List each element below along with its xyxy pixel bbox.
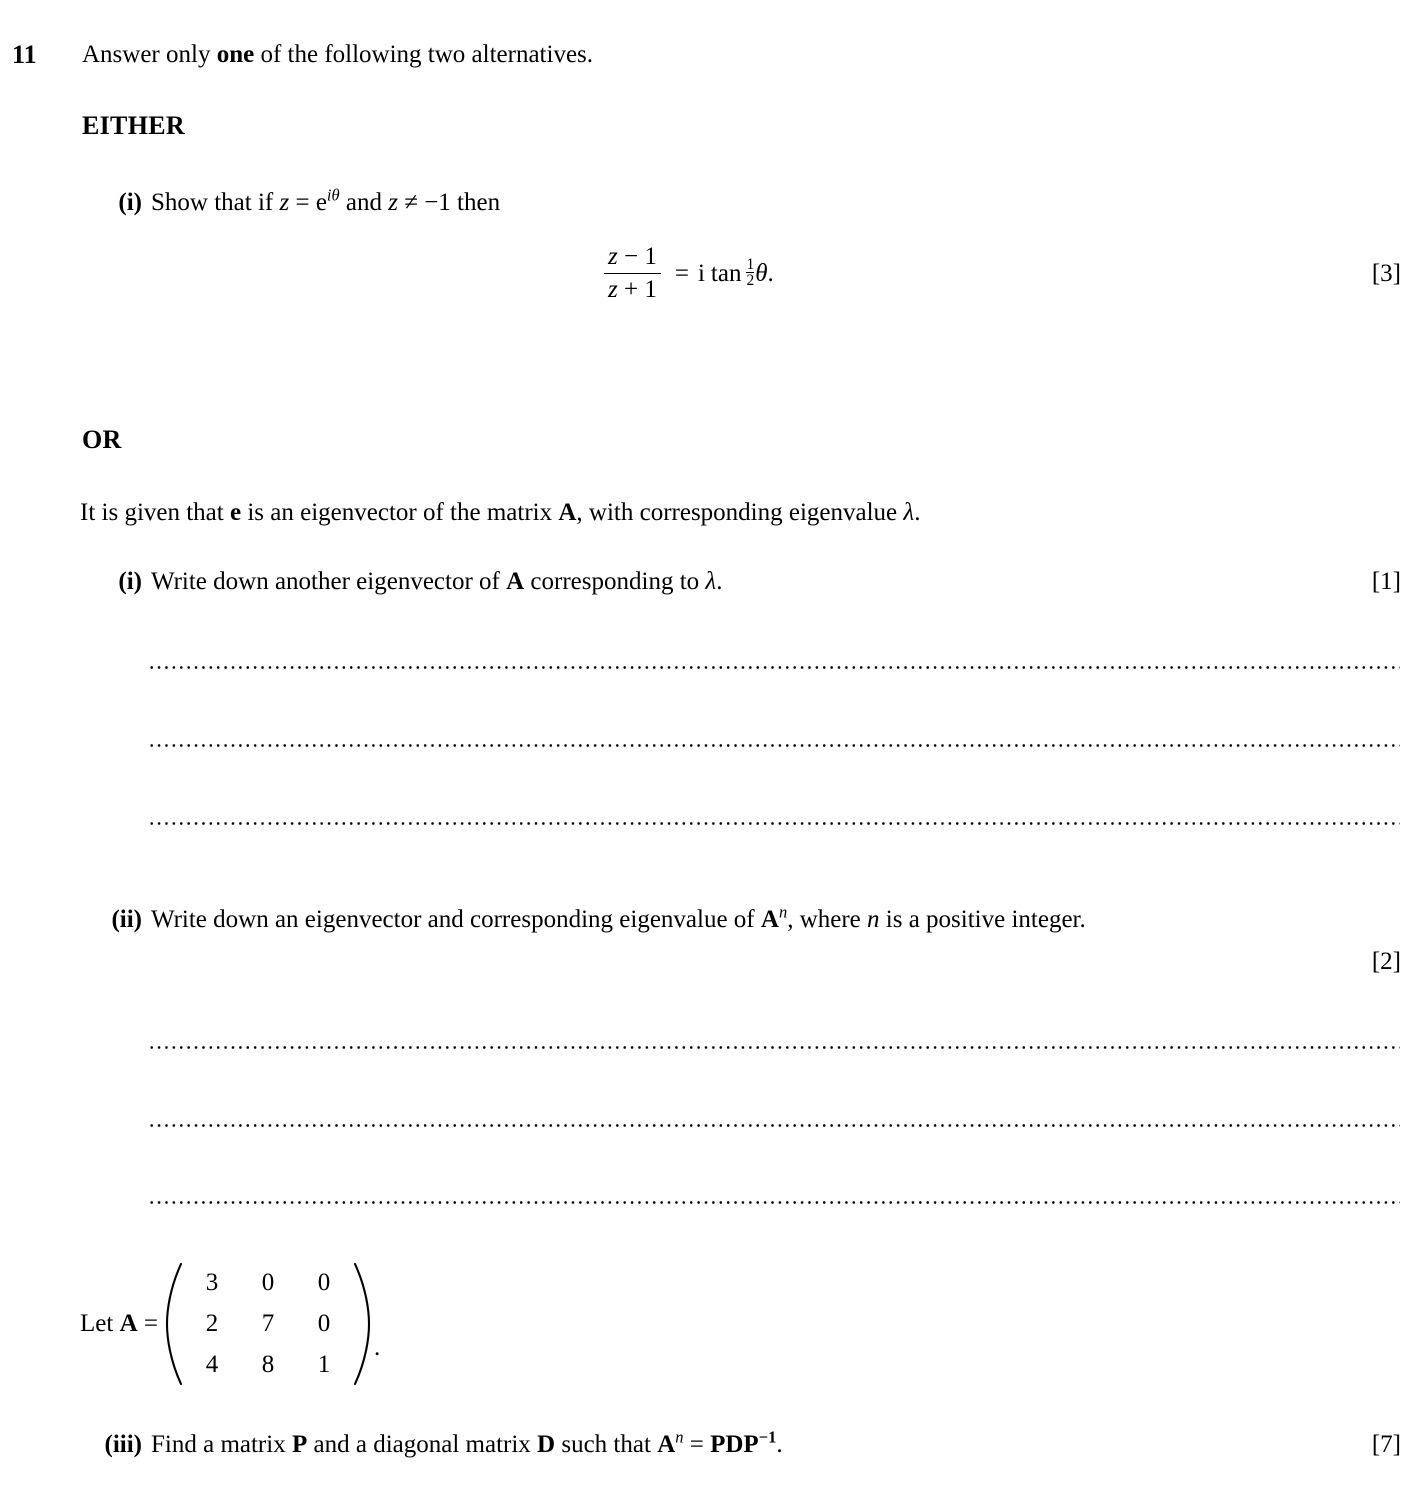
answer-line[interactable] — [148, 743, 1400, 748]
numerator-variable: z — [608, 243, 618, 270]
part-iii-end: . — [776, 1431, 783, 1458]
answer-line[interactable] — [148, 1123, 1400, 1128]
matrix-cell: 0 — [317, 1269, 331, 1296]
marks-or-part-i: [1] — [1371, 568, 1401, 595]
matrix-cell: 3 — [205, 1269, 219, 1296]
either-heading: EITHER — [82, 111, 185, 140]
instruction-emphasis: one — [216, 41, 255, 68]
denominator-term: + 1 — [617, 276, 657, 303]
fraction-denominator — [604, 274, 661, 304]
left-parenthesis — [164, 1262, 184, 1386]
matrix-A-label: A — [119, 1310, 138, 1337]
matrix-D: D — [537, 1431, 556, 1458]
not-equal-clause: ≠ −1 then — [397, 189, 501, 216]
fraction-numerator — [604, 243, 661, 273]
lambda-ref: λ — [705, 568, 717, 595]
part-iii-equals: = — [683, 1431, 711, 1458]
or-part-i-text — [151, 568, 722, 596]
part-ii-pre: Write down an eigenvector and corresponding eigenvalue of — [151, 906, 761, 933]
statement-mid: is an eigenvector of the matrix — [241, 499, 559, 526]
euler-base: e — [315, 189, 327, 216]
matrix-values-grid — [184, 1263, 352, 1386]
matrix-A-power: A — [760, 906, 779, 933]
matrix-P: P — [291, 1431, 308, 1458]
equation-right-side — [674, 255, 774, 290]
or-part-ii-text — [151, 902, 1086, 934]
part-ii-mid: , where — [787, 906, 868, 933]
part-iii-mid1: and a diagonal matrix — [307, 1431, 538, 1458]
half-denominator: 2 — [746, 272, 755, 289]
statement-end: . — [914, 499, 921, 526]
part-ii-post: is a positive integer. — [879, 906, 1086, 933]
marks-or-part-iii: [7] — [1371, 1431, 1401, 1458]
variable-z-second: z — [388, 189, 398, 216]
part-iii-pre: Find a matrix — [151, 1431, 292, 1458]
instruction-text-post: of the following two alternatives. — [254, 41, 594, 68]
matrix-A: A — [558, 499, 577, 526]
matrix-A-ref: A — [506, 568, 525, 595]
matrix-definition — [80, 1262, 380, 1386]
variable-z: z — [279, 189, 290, 216]
matrix-cell: 0 — [261, 1269, 275, 1296]
answer-line[interactable] — [148, 665, 1400, 670]
matrix-period: . — [374, 1334, 381, 1361]
question-number: 11 — [12, 40, 37, 69]
matrix-pdp: PDP — [710, 1431, 759, 1458]
matrix-A-power-n: A — [657, 1431, 676, 1458]
part-i-text-pre: Show that if — [151, 189, 280, 216]
denominator-variable: z — [608, 276, 618, 303]
matrix-cell: 2 — [205, 1310, 219, 1337]
answer-line[interactable] — [148, 1200, 1400, 1205]
exponent-inverse: −1 — [758, 1427, 777, 1447]
statement-post: , with corresponding eigenvalue — [576, 499, 904, 526]
vector-e: e — [229, 499, 242, 526]
theta-symbol: θ — [755, 259, 768, 287]
one-half-fraction — [746, 257, 754, 289]
part-i-text-mid: and — [339, 189, 389, 216]
fraction-z-minus-one-over-z-plus-one — [604, 243, 661, 304]
half-numerator: 1 — [746, 255, 755, 273]
exponent-i-theta: iθ — [326, 185, 340, 205]
matrix-cell: 4 — [205, 1351, 219, 1378]
marks-either-part-i: [3] — [1371, 260, 1401, 287]
part-i-end: . — [716, 568, 723, 595]
answer-line[interactable] — [148, 1045, 1400, 1050]
part-i-pre: Write down another eigenvector of — [151, 568, 507, 595]
equation-period: . — [767, 259, 774, 287]
exponent-n: n — [778, 902, 788, 922]
instruction-text-pre: Answer only — [82, 41, 217, 68]
statement-pre: It is given that — [80, 499, 230, 526]
or-statement — [80, 499, 920, 527]
matrix-equals: = — [137, 1310, 158, 1337]
displayed-equation — [604, 243, 774, 304]
or-part-i-label: (i) — [118, 568, 142, 595]
equation-equals: = — [674, 259, 689, 287]
part-iii-mid2: such that — [555, 1431, 658, 1458]
matrix-cell: 0 — [317, 1310, 331, 1337]
or-part-iii-label: (iii) — [104, 1431, 142, 1458]
let-text: Let — [80, 1310, 120, 1337]
matrix-cell: 8 — [261, 1351, 275, 1378]
matrix-lead-text — [80, 1310, 158, 1338]
matrix-cell: 7 — [261, 1310, 275, 1337]
or-part-iii-text — [151, 1427, 783, 1459]
matrix-cell: 1 — [317, 1351, 331, 1378]
part-i-post: corresponding to — [524, 568, 706, 595]
variable-n: n — [867, 906, 880, 933]
equals-sign: = — [289, 189, 316, 216]
answer-line[interactable] — [148, 821, 1400, 826]
right-parenthesis — [352, 1262, 372, 1386]
numerator-term: − 1 — [617, 243, 657, 270]
either-part-i-label: (i) — [118, 189, 142, 216]
or-part-ii-label: (ii) — [111, 906, 142, 933]
lambda-symbol: λ — [903, 499, 915, 526]
question-instruction — [82, 41, 593, 69]
or-heading: OR — [82, 425, 122, 454]
marks-or-part-ii: [2] — [1371, 948, 1401, 975]
exponent-n-iii: n — [675, 1427, 684, 1447]
either-part-i-text — [151, 185, 501, 217]
tan-function: tan — [710, 259, 742, 287]
imaginary-unit: i — [697, 259, 705, 287]
